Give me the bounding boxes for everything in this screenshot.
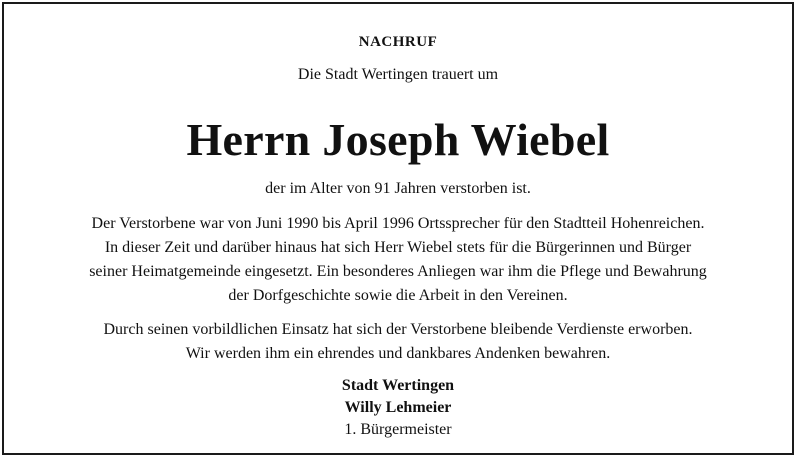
- signature-name: Willy Lehmeier: [344, 399, 452, 416]
- age-line: der im Alter von 91 Jahren verstorben ist.: [265, 180, 531, 197]
- tribute-paragraph-1: [4, 212, 792, 308]
- paragraph-line: der Dorfgeschichte sowie die Arbeit in den Vereinen.: [228, 287, 568, 304]
- paragraph-line: In dieser Zeit und darüber hinaus hat sich Herr Wiebel stets für die Bürgerinnen und Bürger: [104, 239, 692, 256]
- intro-line: Die Stadt Wertingen trauert um: [297, 66, 499, 83]
- deceased-name: Herrn Joseph Wiebel: [186, 114, 610, 165]
- paragraph-line: Wir werden ihm ein ehrendes und dankbares Andenken bewahren.: [185, 345, 611, 362]
- paragraph-line: Der Verstorbene war von Juni 1990 bis April 1996 Ortssprecher für den Stadtteil Hohenreichen.: [91, 215, 705, 232]
- signature-organization: Stadt Wertingen: [341, 377, 455, 394]
- notice-heading: NACHRUF: [358, 34, 438, 50]
- paragraph-line: Durch seinen vorbildlichen Einsatz hat sich der Verstorbene bleibende Verdienste erworben.: [103, 321, 693, 338]
- paragraph-line: seiner Heimatgemeinde eingesetzt. Ein besonderes Anliegen war ihm die Pflege und Bewahrung: [89, 263, 707, 280]
- tribute-paragraph-2: [4, 318, 792, 366]
- obituary-notice: [2, 2, 794, 455]
- signature-role: 1. Bürgermeister: [344, 421, 452, 438]
